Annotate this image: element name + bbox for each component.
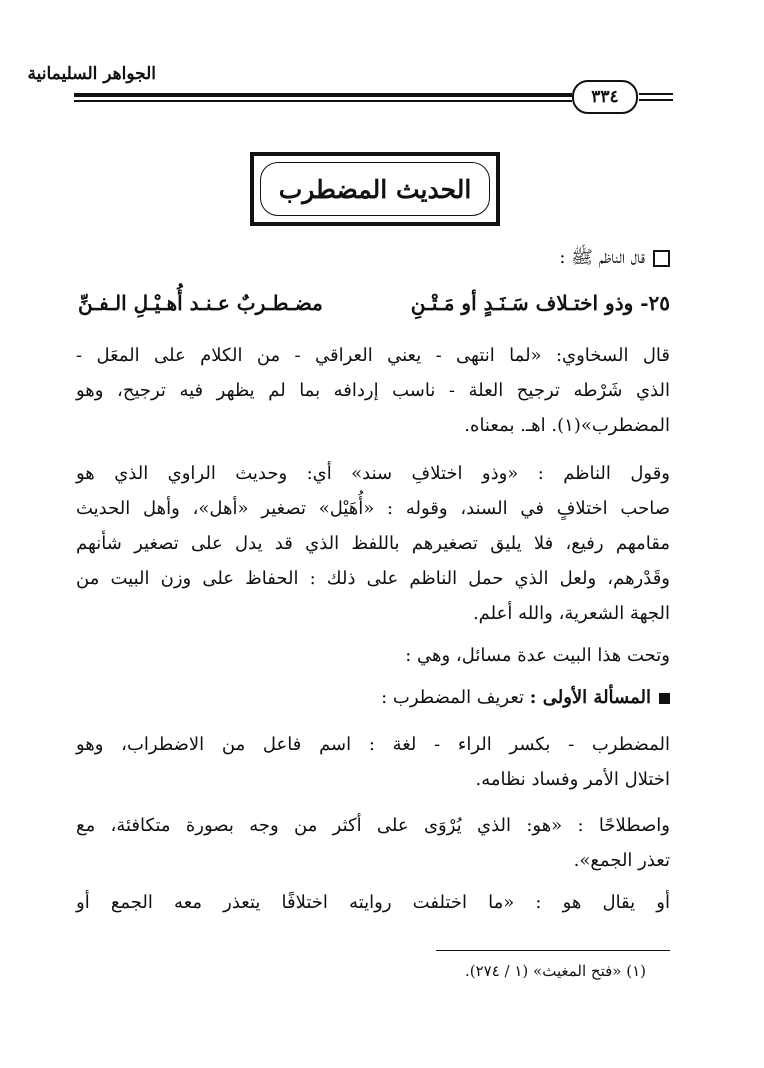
- filled-square-bullet-icon: [659, 693, 670, 704]
- footnote-rule: [436, 950, 670, 951]
- header-rule-thick: [74, 93, 572, 97]
- paragraph-line: أو يقال هو : «ما اختلفت روايته اختلافًا يتعذر معه الجمع أو: [76, 892, 670, 913]
- paragraph-line: وقَدْرهم، ولعل الذي حمل الناظم على ذلك : الحفاظ على وزن البيت من: [76, 568, 670, 589]
- issue-heading-label: المسألة الأولى :: [529, 687, 651, 708]
- header-rule-thin: [74, 100, 572, 102]
- page-number-rule: [639, 99, 673, 101]
- verse-second-hemistich: مضـطـربٌ عـنـد أُهـيْـلِ الـفـنِّ: [78, 291, 323, 315]
- section-title-frame: [250, 152, 500, 226]
- issue-heading: [381, 687, 670, 708]
- verse-first-hemistich: ٢٥- وذو اختـلاف سَـنَـدٍ أو مَـتْـنِ: [410, 291, 670, 315]
- paragraph-line: الذي شَرْطه ترجيح العلة - ناسب إردافه بما لم يظهر فيه ترجيح، وهو: [76, 380, 670, 401]
- paragraph-line: واصطلاحًا : «هو: الذي يُرْوَى على أكثر من وجه بصورة متكافئة، مع: [76, 815, 670, 836]
- paragraph-line: صاحب اختلافٍ في السند، وقوله : «أُهَيْل» تصغير «أهل»، وأهل الحديث: [76, 498, 670, 519]
- paragraph-line: تعذر الجمع».: [573, 850, 670, 871]
- paragraph-line: قال السخاوي: «لما انتهى - يعني العراقي - من الكلام على المعَل -: [76, 345, 670, 366]
- paragraph-line: وقول الناظم : «وذو اختلافِ سند» أي: وحديث الراوي الذي هو: [76, 463, 670, 484]
- page-number-rule: [639, 93, 673, 95]
- footnote: (١) «فتح المغيث» (١ / ٢٧٤).: [464, 962, 646, 980]
- paragraph-line: مقامهم رفيع، فلا يليق تصغيرهم باللفظ الذي قد يدل على تصغير شأنهم: [76, 533, 670, 554]
- paragraph-line: اختلال الأمر وفساد نظامه.: [475, 769, 670, 790]
- issue-heading-text: تعريف المضطرب :: [381, 687, 525, 708]
- open-square-bullet-icon: [653, 250, 670, 267]
- paragraph-line: المضطرب»(١). اهـ. بمعناه.: [464, 415, 670, 436]
- intro-line: قال الناظم ﷺ :: [559, 246, 670, 272]
- section-title: الحديث المضطرب: [260, 162, 490, 216]
- running-head-book-title: الجواهر السليمانية: [27, 64, 156, 84]
- paragraph-line: المضطرب - بكسر الراء - لغة : اسم فاعل من الاضطراب، وهو: [76, 734, 670, 755]
- paragraph-line: الجهة الشعرية، والله أعلم.: [472, 603, 670, 624]
- paragraph-line: وتحت هذا البيت عدة مسائل، وهي :: [405, 645, 670, 666]
- page-number: ٣٣٤: [572, 80, 638, 114]
